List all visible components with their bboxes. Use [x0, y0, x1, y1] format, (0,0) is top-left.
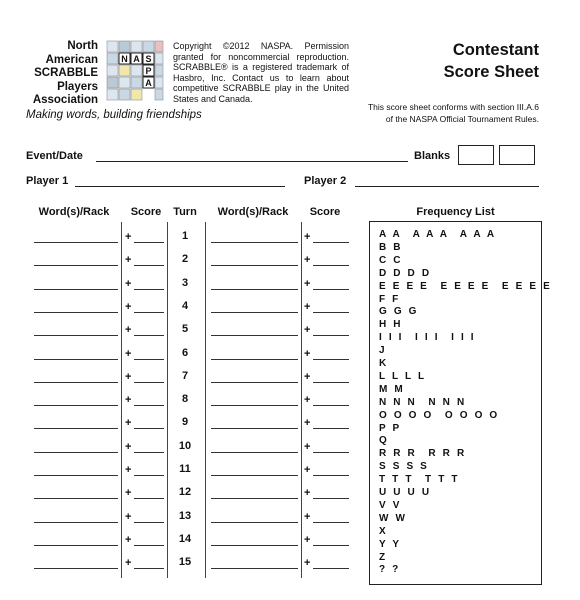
frequency-line: F F — [379, 293, 399, 305]
score-right-field[interactable] — [313, 265, 349, 266]
plus-sign-left: + — [125, 254, 132, 267]
conform-line: of the NASPA Official Tournament Rules. — [385, 114, 539, 124]
copyright-notice: Copyright ©2012 NASPA. Permission granted for noncommercial reproduction. SCRABBLE® is a registered trademark of Hasbro, Inc. Contact us to learn about competitive SCRABBLE play in the United States and Canada. — [173, 41, 349, 104]
plus-sign-left: + — [125, 440, 132, 453]
frequency-title: Frequency List — [416, 206, 495, 218]
word-rack-right-field[interactable] — [211, 382, 298, 383]
frequency-line: T T T T T T — [379, 474, 458, 486]
title-line: Score Sheet — [443, 63, 539, 81]
title-line: Contestant — [452, 41, 539, 59]
plus-sign-right: + — [304, 510, 311, 523]
score-right-field[interactable] — [313, 568, 349, 569]
score-right-field[interactable] — [313, 522, 349, 523]
score-right-field[interactable] — [313, 335, 349, 336]
word-rack-right-field[interactable] — [211, 522, 298, 523]
turn-number: 2 — [181, 253, 189, 266]
word-rack-left-field[interactable] — [34, 498, 118, 499]
logo-tile-letter: N — [121, 54, 128, 64]
word-rack-right-field[interactable] — [211, 405, 298, 406]
org-line: American — [45, 53, 98, 66]
word-rack-right-field[interactable] — [211, 265, 298, 266]
naspa-logo — [106, 40, 164, 104]
blanks-box-2[interactable] — [499, 145, 535, 165]
word-rack-right-field[interactable] — [211, 335, 298, 336]
word-rack-right-field[interactable] — [211, 545, 298, 546]
word-rack-left-field[interactable] — [34, 289, 118, 290]
plus-sign-right: + — [304, 347, 311, 360]
plus-sign-right: + — [304, 440, 311, 453]
player1-field[interactable] — [75, 185, 285, 187]
score-right-field[interactable] — [313, 545, 349, 546]
frequency-line: E E E E E E E E E E E E — [379, 280, 551, 292]
player2-label: Player 2 — [304, 175, 347, 187]
score-right-field[interactable] — [313, 312, 349, 313]
frequency-line: O O O O O O O O — [379, 409, 498, 421]
turn-number: 15 — [178, 556, 192, 569]
frequency-line: K — [379, 358, 387, 369]
word-rack-left-field[interactable] — [34, 475, 118, 476]
column-divider — [121, 222, 122, 578]
column-divider — [205, 222, 206, 578]
plus-sign-left: + — [125, 487, 132, 500]
turn-number: 13 — [178, 509, 192, 522]
frequency-line: B B — [379, 241, 401, 253]
conform-line: This score sheet conforms with section III.A.6 — [367, 102, 539, 112]
word-rack-right-field[interactable] — [211, 359, 298, 360]
frequency-line: G G G — [379, 306, 417, 318]
word-rack-right-field[interactable] — [211, 312, 298, 313]
turn-number: 12 — [178, 486, 192, 499]
plus-sign-right: + — [304, 324, 311, 337]
score-right-field[interactable] — [313, 242, 349, 243]
score-left-field[interactable] — [134, 382, 164, 383]
plus-sign-right: + — [304, 487, 311, 500]
logo-tile-letter: A — [145, 78, 152, 88]
plus-sign-left: + — [125, 417, 132, 430]
plus-sign-right: + — [304, 370, 311, 383]
word-rack-left-field[interactable] — [34, 522, 118, 523]
blanks-box-1[interactable] — [458, 145, 494, 165]
plus-sign-right: + — [304, 533, 311, 546]
word-rack-right-field[interactable] — [211, 568, 298, 569]
turn-number: 3 — [181, 276, 189, 289]
turn-number: 5 — [181, 323, 189, 336]
turn-number: 10 — [178, 439, 192, 452]
plus-sign-left: + — [125, 231, 132, 243]
plus-sign-left: + — [125, 464, 132, 476]
frequency-line: Z — [379, 551, 386, 563]
frequency-line: Y Y — [379, 538, 400, 550]
word-rack-left-field[interactable] — [34, 335, 118, 336]
header-turn: Turn — [173, 206, 197, 218]
frequency-line: S S S S — [379, 461, 428, 473]
header-words-left: Word(s)/Rack — [38, 206, 110, 218]
frequency-line: J — [379, 345, 386, 357]
player1-label: Player 1 — [26, 175, 69, 187]
score-left-field[interactable] — [134, 428, 164, 429]
plus-sign-left: + — [125, 394, 132, 407]
score-right-field[interactable] — [313, 475, 349, 476]
logo-tile-letter: A — [133, 54, 140, 64]
plus-sign-left: + — [125, 557, 132, 570]
plus-sign-left: + — [125, 347, 132, 360]
word-rack-right-field[interactable] — [211, 242, 298, 243]
conformance-note — [360, 101, 539, 125]
frequency-line: X — [379, 525, 387, 537]
word-rack-left-field[interactable] — [34, 359, 118, 360]
frequency-line: W W — [379, 512, 406, 524]
plus-sign-left: + — [125, 370, 132, 383]
score-left-field[interactable] — [134, 452, 164, 453]
word-rack-right-field[interactable] — [211, 428, 298, 429]
plus-sign-left: + — [125, 277, 132, 290]
word-rack-left-field[interactable] — [34, 405, 118, 406]
turn-number: 14 — [178, 532, 192, 545]
score-right-field[interactable] — [313, 289, 349, 290]
score-left-field[interactable] — [134, 359, 164, 360]
score-right-field[interactable] — [313, 359, 349, 360]
frequency-line: R R R R R R — [379, 448, 465, 460]
word-rack-right-field[interactable] — [211, 452, 298, 453]
plus-sign-left: + — [125, 300, 132, 313]
turn-number: 8 — [181, 393, 189, 406]
header-words-right: Word(s)/Rack — [217, 206, 289, 218]
turn-number: 9 — [181, 416, 189, 429]
frequency-line: A A A A A A A A — [379, 229, 495, 240]
logo-tile-letter: P — [145, 66, 152, 76]
plus-sign-left: + — [125, 324, 132, 337]
word-rack-right-field[interactable] — [211, 289, 298, 290]
score-left-field[interactable] — [134, 405, 164, 406]
frequency-line: H H — [379, 319, 401, 331]
word-rack-left-field[interactable] — [34, 545, 118, 546]
event-date-label: Event/Date — [26, 150, 83, 162]
word-rack-left-field[interactable] — [34, 242, 118, 243]
plus-sign-right: + — [304, 300, 311, 313]
word-rack-right-field[interactable] — [211, 498, 298, 499]
event-date-field[interactable] — [96, 160, 408, 162]
score-right-field[interactable] — [313, 428, 349, 429]
plus-sign-right: + — [304, 254, 311, 267]
turn-number: 1 — [181, 230, 189, 242]
turn-number: 6 — [181, 346, 189, 359]
turn-number: 7 — [181, 369, 189, 382]
score-left-field[interactable] — [134, 475, 164, 476]
org-line: North — [67, 40, 98, 52]
frequency-line: M M — [379, 383, 404, 395]
org-line: Players — [57, 80, 98, 93]
word-rack-left-field[interactable] — [34, 265, 118, 266]
plus-sign-right: + — [304, 464, 311, 476]
blanks-label: Blanks — [414, 150, 451, 162]
plus-sign-right: + — [304, 231, 311, 243]
score-right-field[interactable] — [313, 452, 349, 453]
frequency-line: N N N N N N — [379, 396, 465, 408]
score-right-field[interactable] — [313, 405, 349, 406]
word-rack-left-field[interactable] — [34, 382, 118, 383]
score-right-field[interactable] — [313, 382, 349, 383]
frequency-line: Q — [379, 435, 388, 447]
tagline: Making words, building friendships — [26, 109, 202, 121]
plus-sign-right: + — [304, 417, 311, 430]
frequency-line: U U U U — [379, 487, 430, 498]
word-rack-right-field[interactable] — [211, 475, 298, 476]
frequency-line: D D D D — [379, 267, 430, 279]
org-line: Association — [32, 94, 98, 106]
word-rack-left-field[interactable] — [34, 312, 118, 313]
frequency-line: C C — [379, 254, 401, 266]
plus-sign-left: + — [125, 533, 132, 546]
score-left-field[interactable] — [134, 335, 164, 336]
score-left-field[interactable] — [134, 289, 164, 290]
turn-number: 11 — [179, 463, 191, 475]
plus-sign-right: + — [304, 394, 311, 407]
frequency-line: ? ? — [379, 564, 399, 576]
org-line: SCRABBLE — [34, 67, 98, 79]
word-rack-left-field[interactable] — [34, 568, 118, 569]
plus-sign-left: + — [125, 510, 132, 523]
word-rack-left-field[interactable] — [34, 428, 118, 429]
frequency-line: L L L L — [379, 370, 425, 382]
score-left-field[interactable] — [134, 568, 164, 569]
score-left-field[interactable] — [134, 242, 164, 243]
word-rack-left-field[interactable] — [34, 452, 118, 453]
frequency-line: V V — [379, 499, 400, 511]
score-left-field[interactable] — [134, 522, 164, 523]
frequency-line: P P — [379, 422, 400, 434]
score-left-field[interactable] — [134, 545, 164, 546]
header-score-left: Score — [130, 206, 162, 218]
plus-sign-right: + — [304, 557, 311, 570]
score-left-field[interactable] — [134, 312, 164, 313]
header-score-right: Score — [309, 206, 341, 218]
logo-tile-letter: S — [145, 54, 152, 64]
page-title — [400, 39, 539, 83]
frequency-line: I I I I I I I I I — [379, 332, 475, 344]
score-right-field[interactable] — [313, 498, 349, 499]
score-left-field[interactable] — [134, 498, 164, 499]
player2-field[interactable] — [355, 185, 539, 187]
organization-name — [14, 40, 98, 108]
turn-number: 4 — [181, 299, 189, 312]
column-divider — [301, 222, 302, 578]
score-left-field[interactable] — [134, 265, 164, 266]
plus-sign-right: + — [304, 277, 311, 290]
